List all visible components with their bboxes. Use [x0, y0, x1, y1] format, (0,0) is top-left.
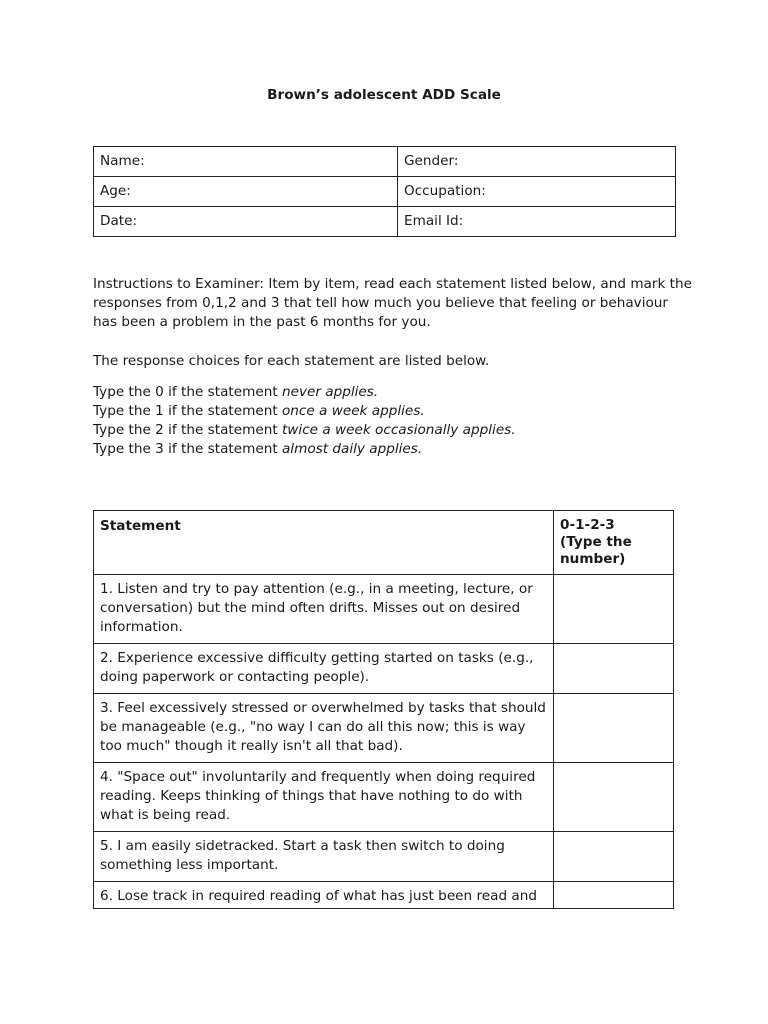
statement-column-header: Statement	[94, 511, 554, 575]
info-row	[94, 207, 676, 237]
table-row	[94, 575, 674, 644]
choice-prefix: Type the 1 if the statement	[93, 403, 282, 419]
score-input-cell[interactable]	[554, 832, 674, 882]
respondent-info-table	[93, 146, 676, 237]
gender-field[interactable]: Gender:	[398, 147, 676, 177]
age-field[interactable]: Age:	[94, 177, 398, 207]
table-header-row	[94, 511, 674, 575]
score-input-cell[interactable]	[554, 644, 674, 694]
table-row	[94, 763, 674, 832]
choice-meaning: once a week applies.	[281, 403, 425, 419]
response-choices	[93, 383, 693, 459]
table-row	[94, 694, 674, 763]
email-field[interactable]: Email Id:	[398, 207, 676, 237]
statement-text: 2. Experience excessive difficulty getting started on tasks (e.g., doing paperwork or contacting people).	[94, 644, 554, 694]
choice-line	[93, 440, 693, 459]
occupation-field[interactable]: Occupation:	[398, 177, 676, 207]
score-column-header	[554, 511, 674, 575]
score-input-cell[interactable]	[554, 882, 674, 909]
statement-text: 4. "Space out" involuntarily and frequently when doing required reading. Keeps thinking of things that have nothing to do with what is being read.	[94, 763, 554, 832]
choice-meaning: never applies.	[281, 384, 379, 400]
info-row	[94, 147, 676, 177]
instructions-paragraph: Instructions to Examiner: Item by item, read each statement listed below, and mark the responses from 0,1,2 and 3 that tell how much you believe that feeling or behaviour has been a problem in the past 6 months for you.	[93, 276, 692, 330]
response-intro: The response choices for each statement are listed below.	[93, 353, 490, 369]
score-header-line: (Type the	[560, 534, 632, 550]
score-input-cell[interactable]	[554, 694, 674, 763]
choice-line	[93, 402, 693, 421]
choice-meaning: almost daily applies.	[281, 441, 423, 457]
statement-text: 3. Feel excessively stressed or overwhelmed by tasks that should be manageable (e.g., "no way I can do all this now; this is way too much" though it really isn't all that bad).	[94, 694, 554, 763]
choice-meaning: twice a week occasionally applies.	[281, 422, 516, 438]
table-row	[94, 644, 674, 694]
choice-prefix: Type the 2 if the statement	[93, 422, 282, 438]
score-input-cell[interactable]	[554, 575, 674, 644]
info-row	[94, 177, 676, 207]
table-row	[94, 882, 674, 909]
score-header-line: number)	[560, 551, 626, 567]
statement-table	[93, 510, 674, 909]
statement-text: 6. Lose track in required reading of what has just been read and	[94, 882, 554, 909]
date-field[interactable]: Date:	[94, 207, 398, 237]
name-field[interactable]: Name:	[94, 147, 398, 177]
choice-line	[93, 383, 693, 402]
statement-text: 1. Listen and try to pay attention (e.g., in a meeting, lecture, or conversation) but the mind often drifts. Misses out on desired information.	[94, 575, 554, 644]
choice-prefix: Type the 0 if the statement	[93, 384, 282, 400]
table-row	[94, 832, 674, 882]
choice-prefix: Type the 3 if the statement	[93, 441, 282, 457]
page-title: Brown’s adolescent ADD Scale	[267, 87, 501, 103]
score-input-cell[interactable]	[554, 763, 674, 832]
score-header-line: 0-1-2-3	[560, 517, 615, 533]
statement-text: 5. I am easily sidetracked. Start a task then switch to doing something less important.	[94, 832, 554, 882]
choice-line	[93, 421, 693, 440]
